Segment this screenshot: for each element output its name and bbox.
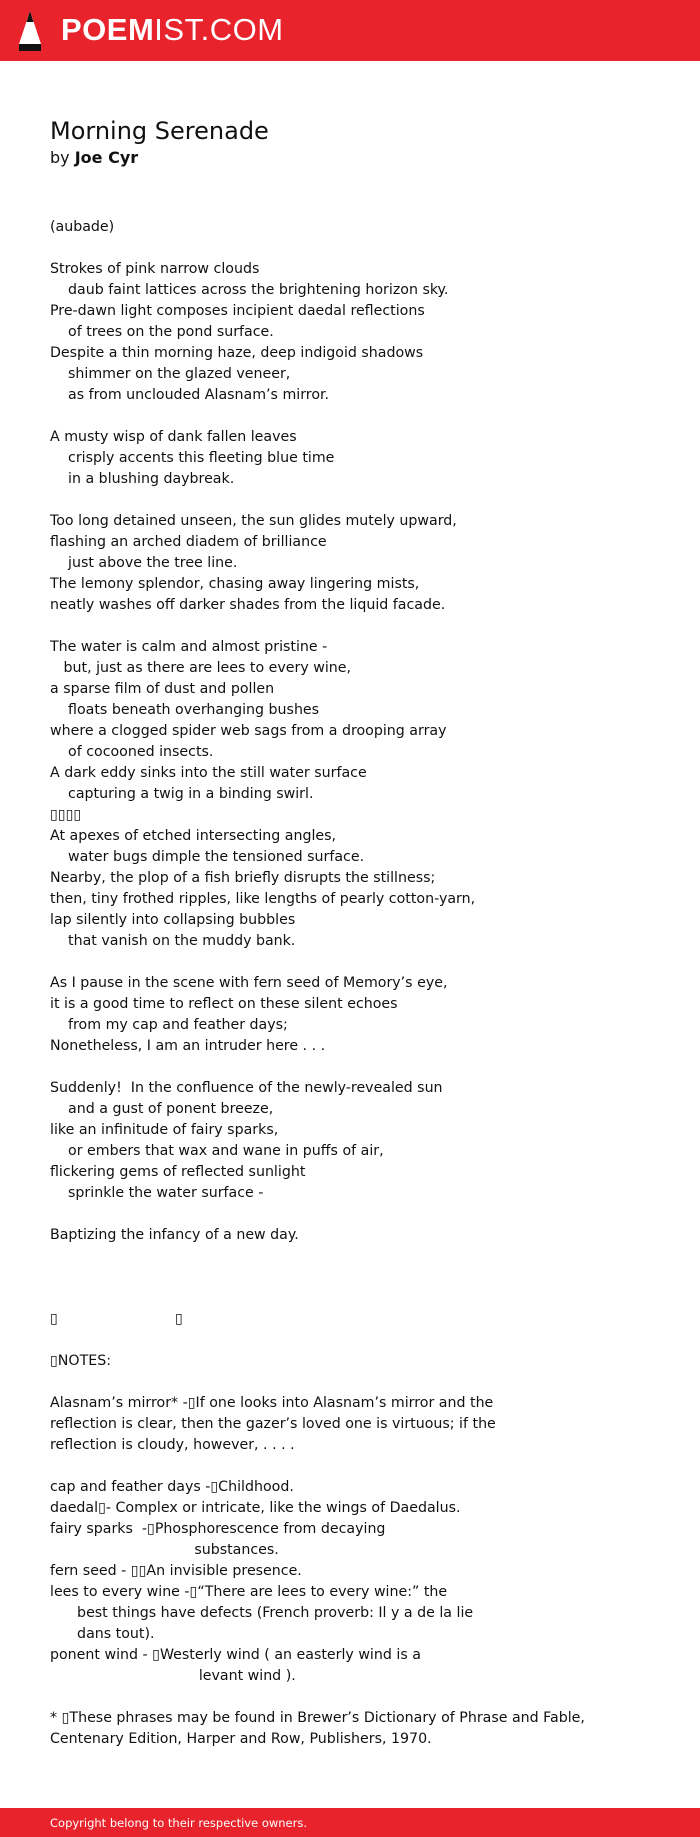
logo-text-bold: POEM — [61, 12, 155, 47]
poem-title: Morning Serenade — [50, 117, 269, 145]
logo-text-light: IST.COM — [154, 12, 284, 47]
site-logo[interactable] — [61, 13, 284, 47]
site-header — [0, 0, 700, 61]
byline — [50, 146, 670, 170]
copyright-text: Copyright belong to their respective owners. — [50, 1816, 308, 1830]
author-name: Joe Cyr — [74, 148, 139, 167]
poem-body: (aubade) Strokes of pink narrow clouds daub faint lattices across the brightening horizon sky. Pre-dawn light composes incipient daedal reflections of trees on the pond surface. Despite a thin morning haze, deep indigoid shadows shimmer on the glazed veneer, as from unclouded Alasnam’s mirror. A musty wisp of dank fallen leaves crisply accents this fleeting blue time in a blushing daybreak. Too long detained unseen, the sun glides mutely upward, flashing an arched diadem of brilliance just above the tree line. The lemony splendor, chasing away lingering mists, neatly washes off darker shades from the liquid facade. The water is calm and almost pristine - but, just as there are lees to every wine, a sparse film of dust and pollen floats beneath overhanging bushes where a clogged spider web sags from a drooping array of cocooned insects. A dark eddy sinks into the still water surface capturing a twig in a binding swirl. ▯▯▯▯ At apexes of etched intersecting angles, water bugs dimple the tensioned surface. Nearby, the plop of a fish briefly disrupts the stillness; then, tiny frothed ripples, like lengths of pearly cotton-yarn, lap silently into collapsing bubbles that vanish on the muddy bank. As I pause in the scene with fern seed of Memory’s eye, it is a good time to reflect on these silent echoes from my cap and feather days; Nonetheless, I am an intruder here . . . Suddenly! In the confluence of the newly-revealed sun and a gust of ponent breeze, like an infinitude of fairy sparks, or embers that wax and wane in puffs of air, flickering gems of reflected sunlight sprinkle the water surface - Baptizing the infancy of a new day. ▯ ▯ ▯NOTES: Alasnam’s mirror* -▯If one looks into Alasnam’s mirror and the reflection is clear, then the gazer’s loved one is virtuous; if the reflection is cloudy, however, . . . . cap and feather days -▯Childhood. daedal▯- Complex or intricate, like the wings of Daedalus. fairy sparks -▯Phosphorescence from decaying substances. fern seed - ▯▯An invisible presence. lees to every wine -▯“There are lees to every wine:” the best things have defects (French proverb: Il y a de la lie dans tout). ponent wind - ▯Westerly wind ( an easterly wind is a levant wind ). * ▯These phrases may be found in Brewer’s Dictionary of Phrase and Fable, Centenary Edition, Harper and Row, Publishers, 1970. — [50, 219, 585, 1747]
byline-label: by — [50, 148, 70, 167]
poem-header — [50, 116, 670, 170]
site-footer — [0, 1808, 700, 1837]
pencil-tip-icon[interactable] — [18, 10, 42, 52]
